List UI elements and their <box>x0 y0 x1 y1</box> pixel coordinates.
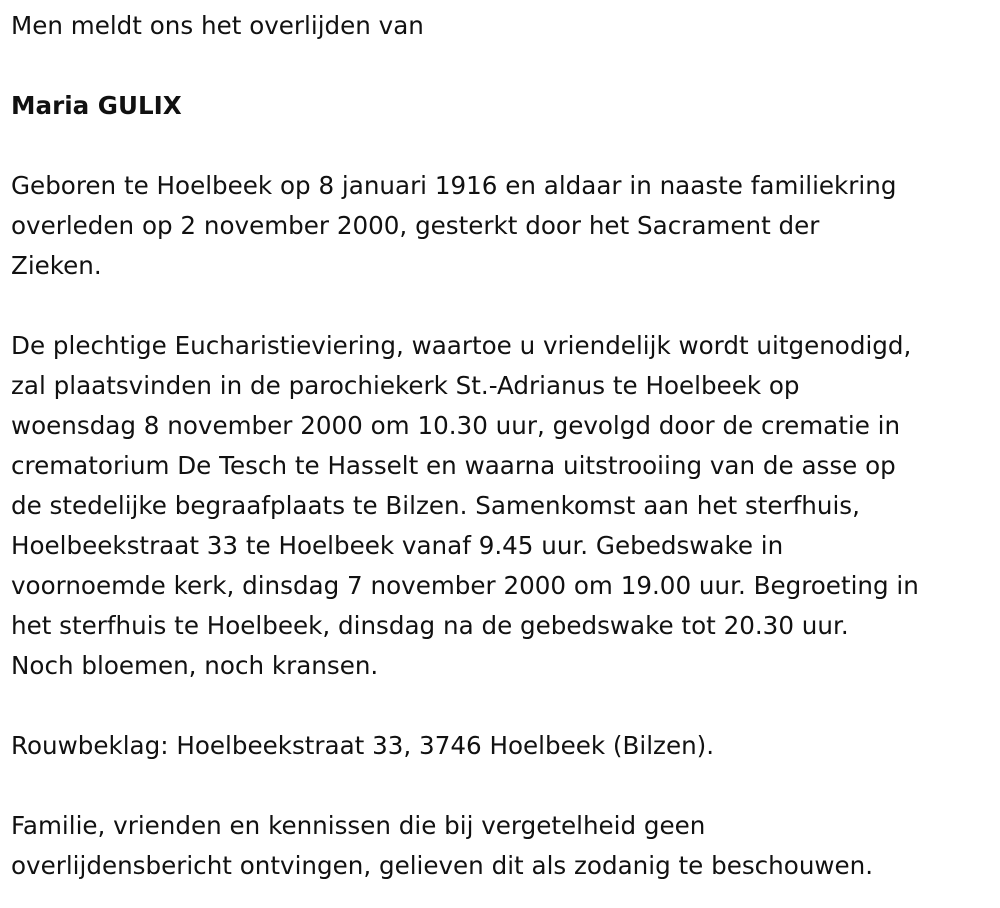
closing-paragraph <box>11 806 990 886</box>
ceremony-line: het sterfhuis te Hoelbeek, dinsdag na de gebedswake tot 20.30 uur. <box>11 611 849 640</box>
ceremony-line: zal plaatsvinden in de parochiekerk St.-Adrianus te Hoelbeek op <box>11 371 800 400</box>
birth-death-paragraph <box>11 166 990 286</box>
ceremony-line: Noch bloemen, noch kransen. <box>11 651 379 680</box>
spacer <box>11 126 990 166</box>
ceremony-line: De plechtige Eucharistieviering, waartoe u vriendelijk wordt uitgenodigd, <box>11 331 912 360</box>
closing-line: overlijdensbericht ontvingen, gelieven dit als zodanig te beschouwen. <box>11 851 874 880</box>
ceremony-line: voornoemde kerk, dinsdag 7 november 2000 om 19.00 uur. Begroeting in <box>11 571 919 600</box>
spacer <box>11 766 990 806</box>
ceremony-paragraph <box>11 326 990 686</box>
ceremony-line: woensdag 8 november 2000 om 10.30 uur, gevolgd door de crematie in <box>11 411 901 440</box>
obituary-notice <box>0 6 1000 908</box>
closing-line: Familie, vrienden en kennissen die bij vergetelheid geen <box>11 811 706 840</box>
spacer <box>11 46 990 86</box>
ceremony-line: de stedelijke begraafplaats te Bilzen. Samenkomst aan het sterfhuis, <box>11 491 860 520</box>
intro-text: Men meldt ons het overlijden van <box>11 11 424 40</box>
spacer <box>11 286 990 326</box>
ceremony-line: crematorium De Tesch te Hasselt en waarna uitstrooiing van de asse op <box>11 451 896 480</box>
condolence-address: Rouwbeklag: Hoelbeekstraat 33, 3746 Hoelbeek (Bilzen). <box>11 731 715 760</box>
birth-death-line: overleden op 2 november 2000, gesterkt door het Sacrament der <box>11 211 820 240</box>
spacer <box>11 686 990 726</box>
deceased-name: Maria GULIX <box>11 91 182 120</box>
birth-death-line: Geboren te Hoelbeek op 8 januari 1916 en aldaar in naaste familiekring <box>11 171 897 200</box>
ceremony-line: Hoelbeekstraat 33 te Hoelbeek vanaf 9.45 uur. Gebedswake in <box>11 531 784 560</box>
birth-death-line: Zieken. <box>11 251 102 280</box>
